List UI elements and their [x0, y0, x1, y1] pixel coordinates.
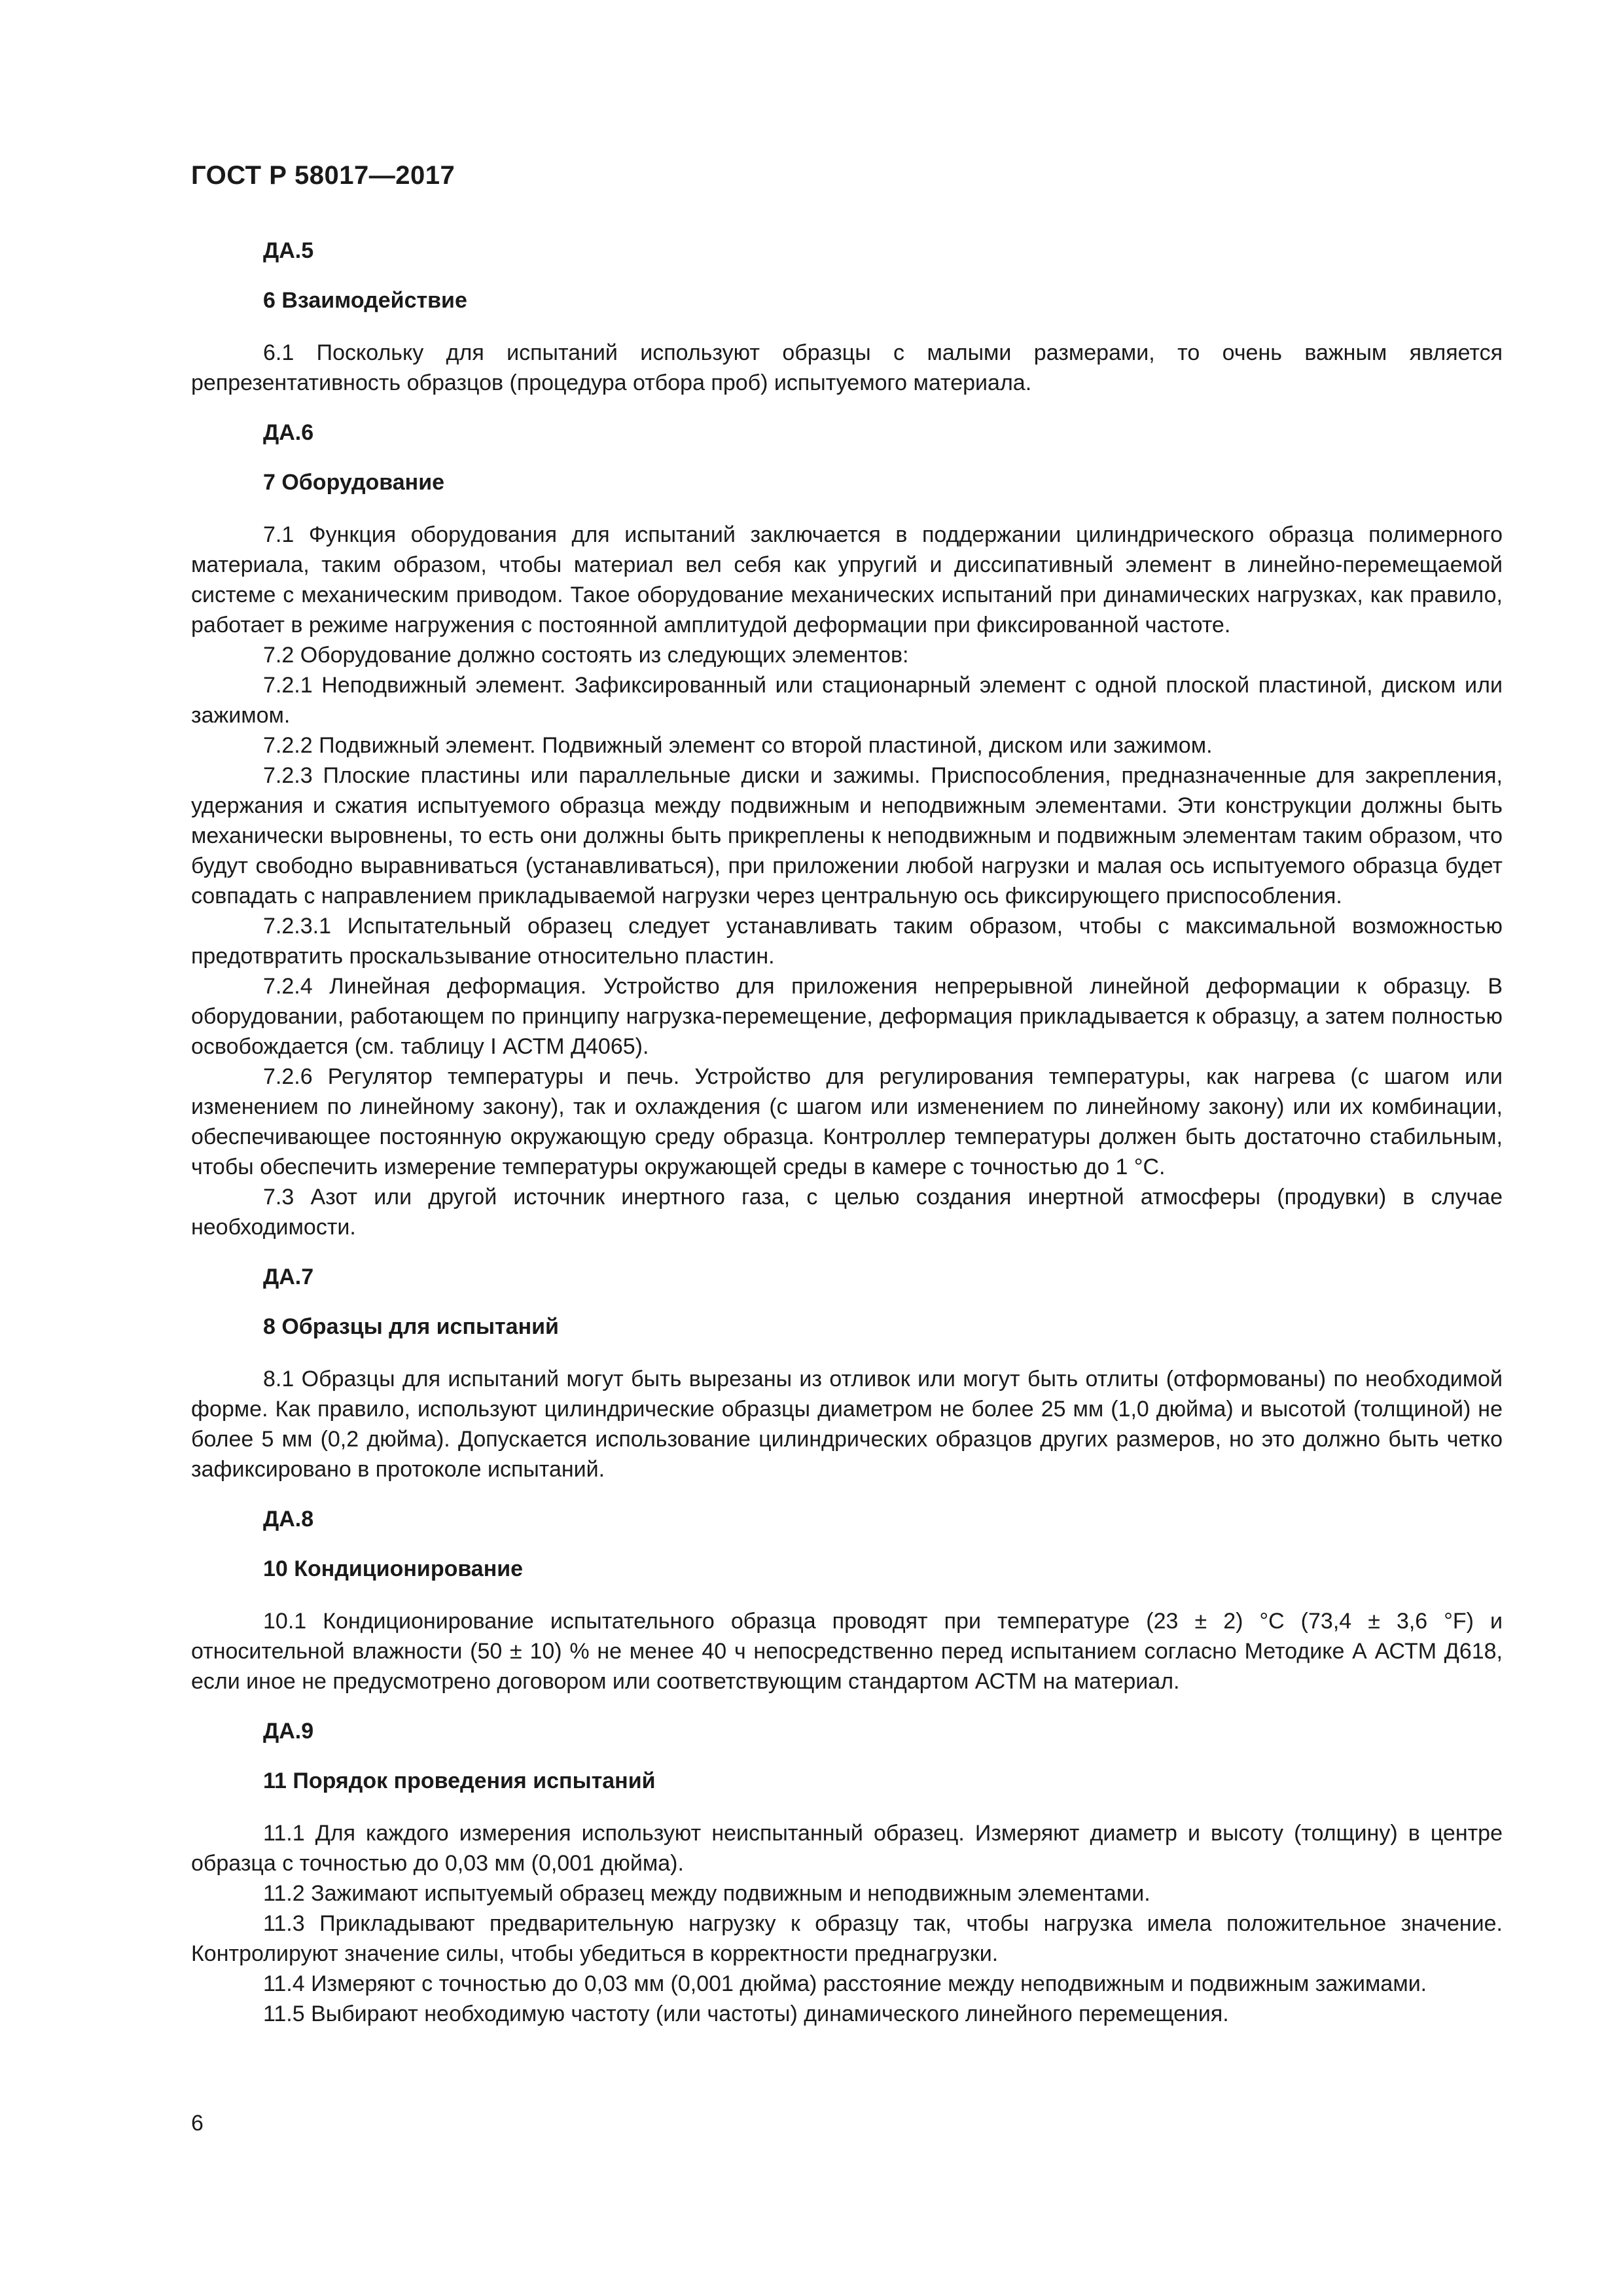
section-title: 8 Образцы для испытаний	[263, 1314, 559, 1339]
section-title: 11 Порядок проведения испытаний	[263, 1768, 656, 1793]
paragraph: 7.2.3.1 Испытательный образец следует устанавливать таким образом, чтобы с максимальной возможностью предотвратить проскальзывание относительно пластин.	[191, 914, 1503, 969]
paragraph: 7.2 Оборудование должно состоять из следующих элементов:	[263, 643, 909, 668]
paragraph: 11.1 Для каждого измерения используют неиспытанный образец. Измеряют диаметр и высоту (толщину) в центре образца с точностью до 0,03 мм (0,001 дюйма).	[191, 1821, 1503, 1876]
paragraph: 6.1 Поскольку для испытаний используют образцы с малыми размерами, то очень важным является репрезентативность образцов (процедура отбора проб) испытуемого материала.	[191, 340, 1503, 395]
paragraph: 7.2.6 Регулятор температуры и печь. Устройство для регулирования температуры, как нагрева (с шагом или изменением по линейному закону), так и охлаждения (с шагом или изменением по линейному закону) или их комбинации, обеспечивающее постоянную окружающую среду образца. Контроллер температуры должен быть достаточно стабильным, чтобы обеспечить измерение температуры окружающей среды в камере с точностью до 1 °С.	[191, 1064, 1503, 1179]
paragraph: 11.2 Зажимают испытуемый образец между подвижным и неподвижным элементами.	[263, 1881, 1150, 1906]
paragraph: 7.2.1 Неподвижный элемент. Зафиксированный или стационарный элемент с одной плоской пластиной, диском или зажимом.	[191, 673, 1503, 728]
paragraph: 10.1 Кондиционирование испытательного образца проводят при температуре (23 ± 2) °С (73,4 ± 3,6 °F) и относительной влажности (50 ± 10) % не менее 40 ч непосредственно перед испытанием согласно Методике А АСТМ Д618, если иное не предусмотрено договором или соответствующим стандартом АСТМ на материал.	[191, 1609, 1503, 1694]
annex-heading: ДА.8	[263, 1507, 314, 1532]
annex-heading: ДА.9	[263, 1719, 314, 1744]
document-body	[191, 236, 1503, 2029]
section-title: 10 Кондиционирование	[263, 1556, 524, 1581]
document-header: ГОСТ Р 58017—2017	[191, 161, 455, 190]
paragraph: 7.1 Функция оборудования для испытаний заключается в поддержании цилиндрического образца полимерного материала, таким образом, чтобы материал вел себя как упругий и диссипативный элемент в линейно-перемещаемой системе с механическим приводом. Такое оборудование механических испытаний при динамических нагрузках, как правило, работает в режиме нагружения с постоянной амплитудой деформации при фиксированной частоте.	[191, 522, 1503, 637]
section-title: 6 Взаимодействие	[263, 288, 467, 313]
paragraph: 7.2.3 Плоские пластины или параллельные диски и зажимы. Приспособления, предназначенные для закрепления, удержания и сжатия испытуемого образца между подвижным и неподвижным элементами. Эти конструкции должны быть механически выровнены, то есть они должны быть прикреплены к неподвижным и подвижным элементам таким образом, что будут свободно выравниваться (устанавливаться), при приложении любой нагрузки и малая ось испытуемого образца будет совпадать с направлением прикладываемой нагрузки через центральную ось фиксирующего приспособления.	[191, 763, 1503, 908]
paragraph: 7.2.2 Подвижный элемент. Подвижный элемент со второй пластиной, диском или зажимом.	[263, 733, 1213, 758]
annex-heading: ДА.6	[263, 420, 314, 445]
paragraph: 7.2.4 Линейная деформация. Устройство для приложения непрерывной линейной деформации к образцу. В оборудовании, работающем по принципу нагрузка-перемещение, деформация прикладывается к образцу, а затем полностью освобождается (см. таблицу I АСТМ Д4065).	[191, 974, 1503, 1059]
paragraph: 8.1 Образцы для испытаний могут быть вырезаны из отливок или могут быть отлиты (отформованы) по необходимой форме. Как правило, используют цилиндрические образцы диаметром не более 25 мм (1,0 дюйма) и высотой (толщиной) не более 5 мм (0,2 дюйма). Допускается использование цилиндрических образцов других размеров, но это должно быть четко зафиксировано в протоколе испытаний.	[191, 1367, 1503, 1482]
page-number: 6	[191, 2111, 204, 2136]
annex-heading: ДА.5	[263, 238, 314, 263]
paragraph: 11.4 Измеряют с точностью до 0,03 мм (0,001 дюйма) расстояние между неподвижным и подвижным зажимами.	[263, 1971, 1427, 1996]
section-title: 7 Оборудование	[263, 470, 445, 495]
annex-heading: ДА.7	[263, 1265, 314, 1289]
paragraph: 11.3 Прикладывают предварительную нагрузку к образцу так, чтобы нагрузка имела положительное значение. Контролируют значение силы, чтобы убедиться в корректности преднагрузки.	[191, 1911, 1503, 1966]
paragraph: 7.3 Азот или другой источник инертного газа, с целью создания инертной атмосферы (продувки) в случае необходимости.	[191, 1185, 1503, 1240]
paragraph: 11.5 Выбирают необходимую частоту (или частоты) динамического линейного перемещения.	[263, 2001, 1229, 2026]
